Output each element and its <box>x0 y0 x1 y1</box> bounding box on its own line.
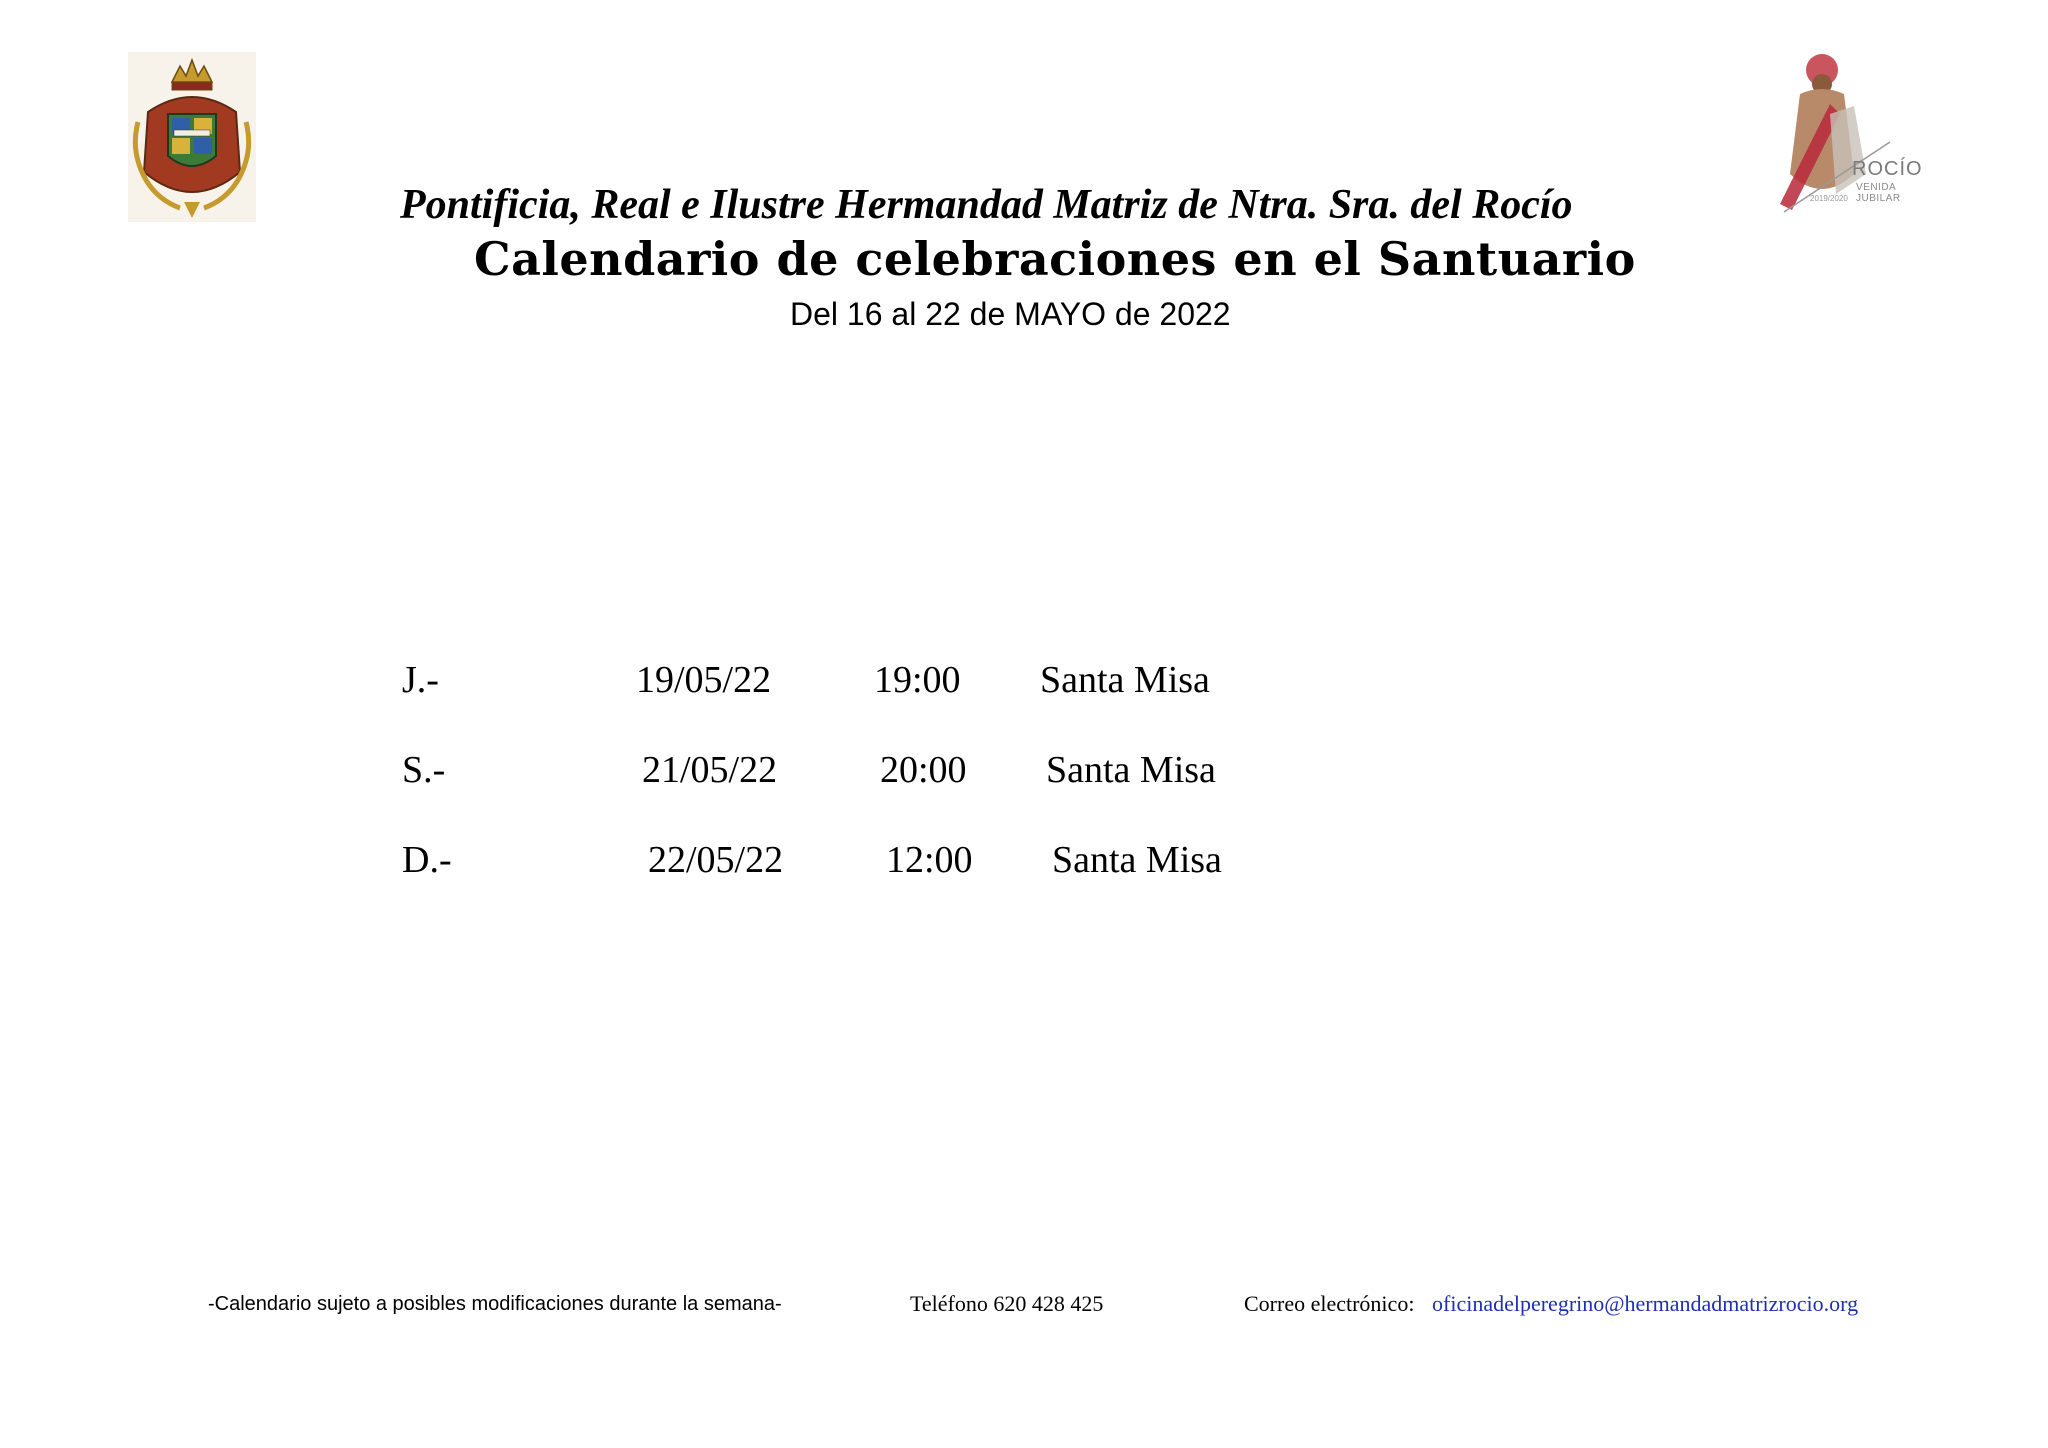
jubilee-logo-years: 2019/2020 <box>1810 194 1848 203</box>
event-day: D.- <box>402 839 452 881</box>
event-time: 20:00 <box>880 749 967 791</box>
footer-phone: Teléfono 620 428 425 <box>910 1291 1104 1316</box>
coat-of-arms-icon <box>128 52 256 222</box>
event-day: J.- <box>402 659 439 701</box>
jubilee-logo-subtitle: VENIDA JUBILAR <box>1856 182 1901 204</box>
document-footer <box>0 1284 2048 1324</box>
events-list <box>402 650 1402 920</box>
event-name: Santa Misa <box>1046 749 1216 791</box>
jubilee-logo-title: ROCÍO <box>1852 158 1923 180</box>
event-time: 12:00 <box>886 839 973 881</box>
event-row <box>402 740 1402 830</box>
event-row <box>402 830 1402 920</box>
event-name: Santa Misa <box>1052 839 1222 881</box>
jubilee-logo <box>1770 54 1940 216</box>
footer-email-link[interactable]: oficinadelperegrino@hermandadmatrizrocio.org <box>1432 1291 1859 1316</box>
event-date: 19/05/22 <box>636 659 772 701</box>
page-title: Calendario de celebraciones en el Santuario <box>474 232 1636 286</box>
footer-email-label: Correo electrónico: <box>1244 1291 1415 1316</box>
coat-of-arms-logo <box>128 52 256 222</box>
organization-name: Pontificia, Real e Ilustre Hermandad Matriz de Ntra. Sra. del Rocío <box>400 182 1573 228</box>
date-range: Del 16 al 22 de MAYO de 2022 <box>790 296 1231 332</box>
event-name: Santa Misa <box>1040 659 1210 701</box>
footer-note: -Calendario sujeto a posibles modificaciones durante la semana- <box>208 1293 782 1315</box>
event-date: 22/05/22 <box>648 839 784 881</box>
event-day: S.- <box>402 749 446 791</box>
event-row <box>402 650 1402 740</box>
event-time: 19:00 <box>874 659 961 701</box>
event-date: 21/05/22 <box>642 749 778 791</box>
